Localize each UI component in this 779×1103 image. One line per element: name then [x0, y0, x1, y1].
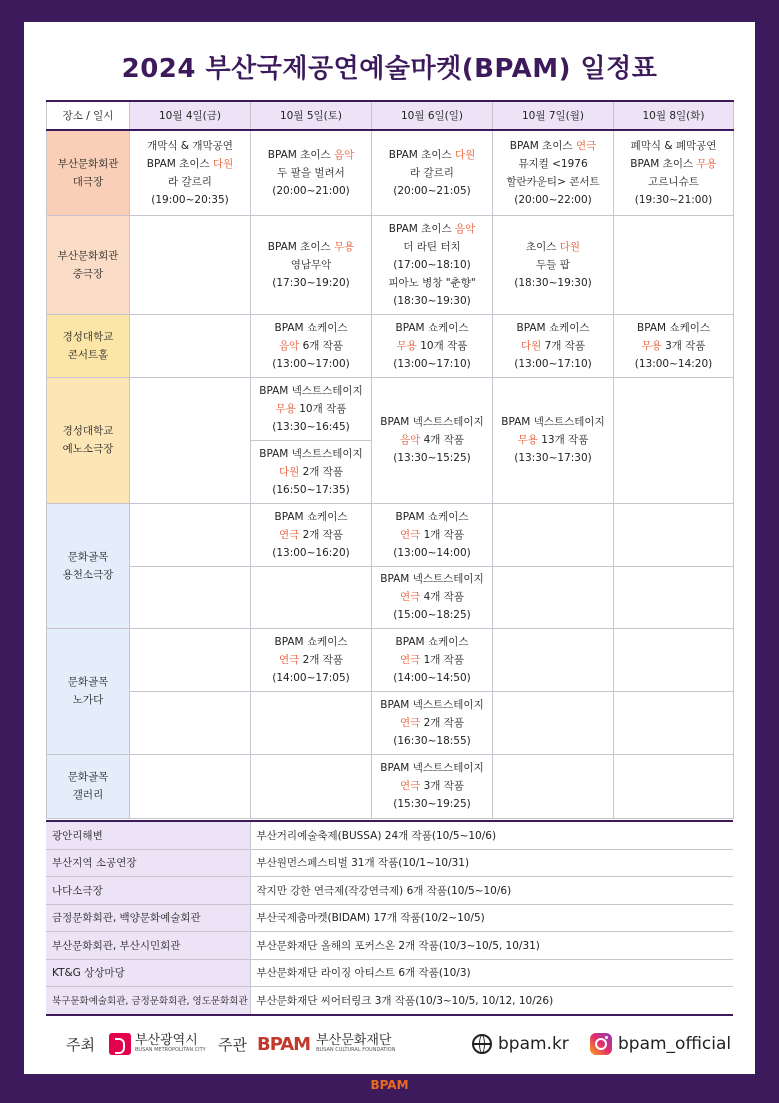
event-cell: BPAM 초이스 연극 뮤지컬 <1976 할란카운티> 콘서트 (20:00~22:00) — [493, 130, 614, 215]
table-row — [47, 314, 734, 377]
related-place: 부산문화회관, 부산시민회관 — [46, 932, 250, 960]
event-cell: BPAM 쇼케이스 무용 3개 작품 (13:00~14:20) — [614, 314, 734, 377]
event-cell: BPAM 쇼케이스 연극 1개 작품 (14:00~14:50) — [372, 628, 493, 691]
schedule-sheet — [24, 22, 755, 1074]
bpam-bottom-logo-icon: BPAM — [370, 1078, 409, 1092]
empty-cell — [130, 754, 251, 818]
instagram-text: bpam_official — [618, 1034, 732, 1054]
header-day-2: 10월 5일(토) — [251, 101, 372, 130]
venue-cell: 부산문화회관 대극장 — [47, 130, 130, 215]
related-place: KT&G 상상마당 — [46, 959, 250, 987]
empty-cell — [614, 754, 734, 818]
event-cell: BPAM 넥스트스테이지 다원 2개 작품 (16:50~17:35) — [251, 440, 372, 503]
host-label: 주최 — [66, 1035, 95, 1054]
empty-cell — [493, 691, 614, 754]
related-place: 나다소극장 — [46, 877, 250, 905]
table-row — [46, 821, 733, 849]
related-event: 부산국제춤마켓(BIDAM) 17개 작품(10/2~10/5) — [250, 904, 733, 932]
related-events-table — [46, 820, 733, 1016]
table-row — [46, 877, 733, 905]
related-event: 부산원먼스페스티벌 31개 작품(10/1~10/31) — [250, 849, 733, 877]
globe-icon — [472, 1034, 492, 1054]
table-row — [47, 377, 734, 440]
page-title: 2024 부산국제공연예술마켓(BPAM) 일정표 — [121, 54, 658, 84]
empty-cell — [493, 503, 614, 566]
related-event: 부산거리예술축제(BUSSA) 24개 작품(10/5~10/6) — [250, 821, 733, 849]
venue-cell: 경성대학교 예노소극장 — [47, 377, 130, 503]
header-day-3: 10월 6일(일) — [372, 101, 493, 130]
event-cell: BPAM 쇼케이스 무용 10개 작품 (13:00~17:10) — [372, 314, 493, 377]
empty-cell — [614, 503, 734, 566]
host-name: 부산광역시 BUSAN METROPOLITAN CITY — [134, 1033, 206, 1053]
table-row — [46, 987, 733, 1015]
empty-cell — [614, 377, 734, 503]
table-row — [46, 959, 733, 987]
empty-cell — [251, 566, 372, 628]
empty-cell — [130, 691, 251, 754]
related-place: 북구문화예술회관, 금정문화회관, 영도문화회관 — [46, 987, 250, 1015]
related-event: 부산문화재단 라이징 아티스트 6개 작품(10/3) — [250, 959, 733, 987]
empty-cell — [614, 566, 734, 628]
empty-cell — [493, 628, 614, 691]
event-cell: BPAM 넥스트스테이지 연극 4개 작품 (15:00~18:25) — [372, 566, 493, 628]
event-cell: BPAM 쇼케이스 연극 2개 작품 (13:00~16:20) — [251, 503, 372, 566]
event-cell: BPAM 초이스 음악 더 라틴 터치 (17:00~18:10) 피아노 병창 "춘향" (18:30~19:30) — [372, 215, 493, 314]
empty-cell — [493, 566, 614, 628]
organizer-label: 주관 — [218, 1035, 247, 1054]
related-event: 부산문화재단 씨어터링크 3개 작품(10/3~10/5, 10/12, 10/26) — [250, 987, 733, 1015]
header-day-4: 10월 7일(월) — [493, 101, 614, 130]
venue-cell: 문화골목 용천소극장 — [47, 503, 130, 628]
header-place: 장소 / 일시 — [47, 101, 130, 130]
website-text: bpam.kr — [498, 1034, 569, 1054]
event-cell: BPAM 초이스 무용 영남무악 (17:30~19:20) — [251, 215, 372, 314]
instagram-icon — [590, 1033, 612, 1055]
busan-city-logo-icon — [109, 1033, 131, 1055]
empty-cell — [130, 314, 251, 377]
empty-cell — [614, 215, 734, 314]
event-cell: BPAM 쇼케이스 음악 6개 작품 (13:00~17:00) — [251, 314, 372, 377]
header-day-5: 10월 8일(화) — [614, 101, 734, 130]
event-cell: 폐막식 & 폐막공연 BPAM 초이스 무용 고르니슈트 (19:30~21:00) — [614, 130, 734, 215]
event-cell: BPAM 넥스트스테이지 연극 3개 작품 (15:30~19:25) — [372, 754, 493, 818]
empty-cell — [130, 215, 251, 314]
event-cell: BPAM 쇼케이스 다원 7개 작품 (13:00~17:10) — [493, 314, 614, 377]
bpam-logo-icon: BPAM — [256, 1033, 311, 1055]
table-row — [47, 503, 734, 566]
venue-cell: 부산문화회관 중극장 — [47, 215, 130, 314]
event-cell: 개막식 & 개막공연 BPAM 초이스 다원 라 갈르리 (19:00~20:35) — [130, 130, 251, 215]
event-cell: BPAM 넥스트스테이지 무용 13개 작품 (13:30~17:30) — [493, 377, 614, 503]
event-cell: BPAM 쇼케이스 연극 2개 작품 (14:00~17:05) — [251, 628, 372, 691]
table-row — [47, 130, 734, 215]
table-row — [47, 566, 734, 628]
empty-cell — [251, 691, 372, 754]
event-cell: BPAM 초이스 음악 두 팔을 벌려서 (20:00~21:00) — [251, 130, 372, 215]
table-row — [46, 932, 733, 960]
organizer — [218, 1028, 395, 1060]
header-day-1: 10월 4일(금) — [130, 101, 251, 130]
empty-cell — [130, 566, 251, 628]
empty-cell — [493, 754, 614, 818]
footer — [24, 1028, 755, 1060]
venue-cell: 문화골목 노가다 — [47, 628, 130, 754]
table-row — [47, 691, 734, 754]
empty-cell — [614, 628, 734, 691]
table-row — [47, 628, 734, 691]
instagram-link[interactable] — [590, 1028, 731, 1060]
venue-cell: 문화골목 갤러리 — [47, 754, 130, 818]
empty-cell — [130, 628, 251, 691]
venue-cell: 경성대학교 콘서트홀 — [47, 314, 130, 377]
related-place: 부산지역 소공연장 — [46, 849, 250, 877]
event-cell: BPAM 넥스트스테이지 음악 4개 작품 (13:30~15:25) — [372, 377, 493, 503]
empty-cell — [614, 691, 734, 754]
related-place: 금정문화회관, 백양문화예술회관 — [46, 904, 250, 932]
host — [66, 1028, 206, 1060]
event-cell: BPAM 쇼케이스 연극 1개 작품 (13:00~14:00) — [372, 503, 493, 566]
event-cell: BPAM 넥스트스테이지 무용 10개 작품 (13:30~16:45) — [251, 377, 372, 440]
related-event: 부산문화재단 올해의 포커스온 2개 작품(10/3~10/5, 10/31) — [250, 932, 733, 960]
organizer-name: 부산문화재단 BUSAN CULTURAL FOUNDATION — [316, 1033, 396, 1053]
related-event: 작지만 강한 연극제(작강연극제) 6개 작품(10/5~10/6) — [250, 877, 733, 905]
header-row — [47, 101, 734, 130]
event-cell: BPAM 초이스 다원 라 갈르리 (20:00~21:05) — [372, 130, 493, 215]
table-row — [47, 754, 734, 818]
schedule-table — [46, 100, 734, 819]
empty-cell — [130, 377, 251, 503]
table-row — [46, 849, 733, 877]
event-cell: BPAM 넥스트스테이지 연극 2개 작품 (16:30~18:55) — [372, 691, 493, 754]
empty-cell — [130, 503, 251, 566]
empty-cell — [251, 754, 372, 818]
website-link[interactable] — [472, 1028, 569, 1060]
table-row — [46, 904, 733, 932]
event-cell: 초이스 다원 두들 팝 (18:30~19:30) — [493, 215, 614, 314]
table-row — [47, 215, 734, 314]
related-place: 광안리해변 — [46, 821, 250, 849]
